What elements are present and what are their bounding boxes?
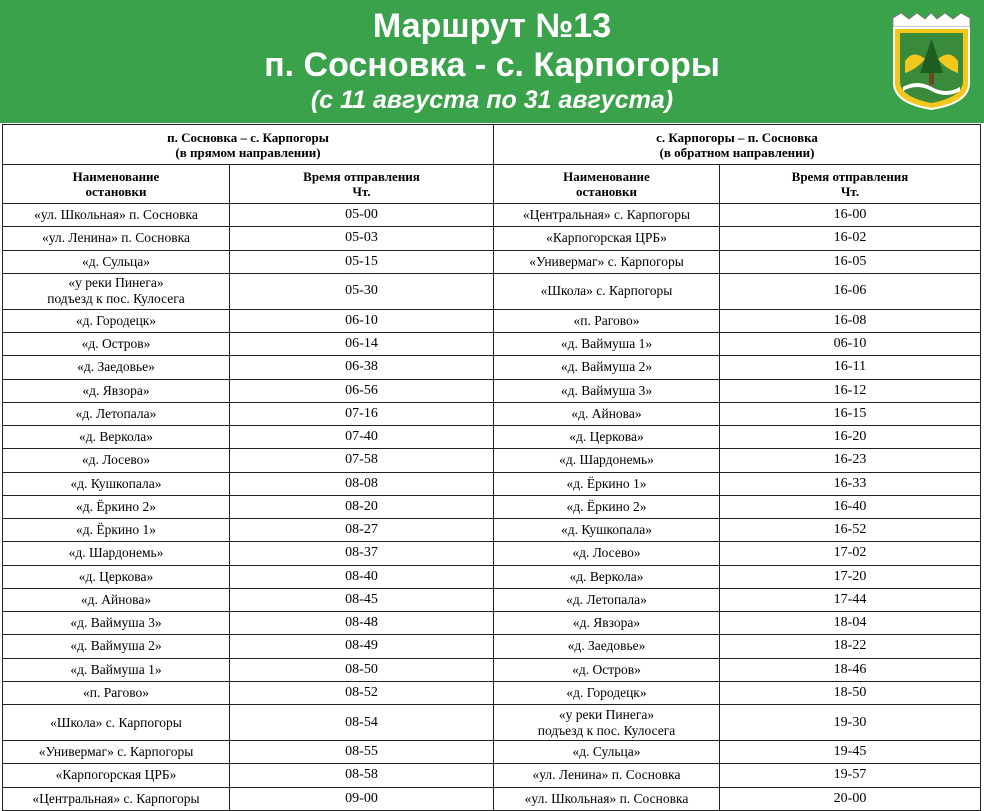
forward-stop-cell xyxy=(3,612,230,635)
stop-name-line: «д. Шардонемь» xyxy=(68,545,164,561)
header-banner xyxy=(0,0,984,123)
forward-stop-cell xyxy=(3,273,230,309)
forward-time-column-header xyxy=(230,165,494,204)
stop-name-line: «Универмаг» с. Карпогоры xyxy=(38,744,194,760)
table-row xyxy=(3,635,981,658)
forward-stop-cell xyxy=(3,250,230,273)
forward-stop-cell xyxy=(3,402,230,425)
table-row xyxy=(3,309,981,332)
stop-name-line: «Карпогорская ЦРБ» xyxy=(546,230,667,246)
forward-time-cell: 08-58 xyxy=(230,764,494,787)
stop-name-line: «д. Летопала» xyxy=(566,591,647,607)
reverse-time-cell: 18-22 xyxy=(720,635,981,658)
reverse-time-cell: 06-10 xyxy=(720,333,981,356)
reverse-time-cell: 19-57 xyxy=(720,764,981,787)
table-row xyxy=(3,495,981,518)
forward-stop-cell xyxy=(3,227,230,250)
forward-stop-cell xyxy=(3,426,230,449)
reverse-stop-cell xyxy=(494,519,720,542)
forward-stop-cell xyxy=(3,379,230,402)
reverse-stop-cell xyxy=(494,741,720,764)
reverse-time-cell: 16-06 xyxy=(720,273,981,309)
forward-time-cell: 05-30 xyxy=(230,273,494,309)
forward-time-cell: 06-10 xyxy=(230,309,494,332)
route-period: (с 11 августа по 31 августа) xyxy=(310,86,674,114)
forward-stop-cell xyxy=(3,588,230,611)
table-row xyxy=(3,658,981,681)
forward-time-cell: 06-14 xyxy=(230,333,494,356)
reverse-stop-cell xyxy=(494,333,720,356)
stop-name-line: «д. Остров» xyxy=(572,661,641,677)
stop-name-line: «д. Ваймуша 1» xyxy=(560,336,653,352)
table-row xyxy=(3,612,981,635)
table-row xyxy=(3,356,981,379)
forward-time-cell: 08-08 xyxy=(230,472,494,495)
reverse-time-cell: 18-50 xyxy=(720,681,981,704)
table-row xyxy=(3,542,981,565)
forward-stop-cell xyxy=(3,681,230,704)
reverse-time-cell: 16-15 xyxy=(720,402,981,425)
stop-name-line: «д. Айнова» xyxy=(80,591,152,607)
table-row xyxy=(3,379,981,402)
stop-name-line: «д. Лосево» xyxy=(81,452,151,468)
stop-name-line: «д. Кушкопала» xyxy=(70,475,162,491)
reverse-time-cell: 16-33 xyxy=(720,472,981,495)
forward-stop-cell xyxy=(3,542,230,565)
forward-time-cell: 08-37 xyxy=(230,542,494,565)
stop-name-line: подъезд к пос. Кулосега xyxy=(537,722,676,738)
reverse-stop-cell xyxy=(494,658,720,681)
reverse-time-cell: 16-08 xyxy=(720,309,981,332)
stop-name-line: «п. Рагово» xyxy=(573,312,640,328)
forward-stop-cell xyxy=(3,204,230,227)
reverse-time-column-header xyxy=(720,165,981,204)
forward-time-cell: 08-55 xyxy=(230,741,494,764)
reverse-time-cell: 16-02 xyxy=(720,227,981,250)
reverse-direction-subtitle: (в обратном направлении) xyxy=(659,144,815,160)
reverse-time-cell: 16-12 xyxy=(720,379,981,402)
reverse-stop-cell xyxy=(494,764,720,787)
stop-name-line: «д. Ёркино 2» xyxy=(566,498,647,514)
forward-time-cell: 07-40 xyxy=(230,426,494,449)
reverse-stop-cell xyxy=(494,681,720,704)
reverse-time-cell: 19-45 xyxy=(720,741,981,764)
page-title: Маршрут №13 xyxy=(372,7,612,45)
forward-time-cell: 08-45 xyxy=(230,588,494,611)
forward-time-cell: 05-00 xyxy=(230,204,494,227)
forward-time-cell: 08-52 xyxy=(230,681,494,704)
reverse-stop-cell xyxy=(494,612,720,635)
table-row xyxy=(3,741,981,764)
forward-stop-cell xyxy=(3,658,230,681)
stop-name-line: «д. Веркола» xyxy=(569,568,644,584)
forward-direction-subtitle: (в прямом направлении) xyxy=(175,144,321,160)
stop-name-line: «Центральная» с. Карпогоры xyxy=(522,207,691,223)
reverse-time-cell: 16-52 xyxy=(720,519,981,542)
stop-name-line: подъезд к пос. Кулосега xyxy=(47,291,185,307)
forward-stop-cell xyxy=(3,741,230,764)
stop-name-line: «ул. Ленина» п. Сосновка xyxy=(532,767,681,783)
reverse-stop-cell xyxy=(494,705,720,741)
forward-stop-cell xyxy=(3,449,230,472)
stop-name-line: «д. Церкова» xyxy=(78,568,154,584)
reverse-stop-cell xyxy=(494,565,720,588)
stop-name-line: «ул. Школьная» п. Сосновка xyxy=(34,207,198,223)
table-row xyxy=(3,681,981,704)
stop-name-line: «д. Веркола» xyxy=(78,429,154,445)
forward-stop-cell xyxy=(3,705,230,741)
reverse-time-cell: 17-02 xyxy=(720,542,981,565)
stop-name-line: «д. Городецк» xyxy=(566,684,647,700)
reverse-time-cell: 17-20 xyxy=(720,565,981,588)
forward-time-cell: 05-15 xyxy=(230,250,494,273)
forward-stop-cell xyxy=(3,519,230,542)
stop-name-line: «д. Ваймуша 3» xyxy=(70,615,162,631)
table-row xyxy=(3,519,981,542)
table-row xyxy=(3,426,981,449)
column-header-line: Время отправления xyxy=(791,169,909,184)
stop-name-line: «д. Церкова» xyxy=(569,429,644,445)
reverse-stop-column-header xyxy=(494,165,720,204)
reverse-stop-cell xyxy=(494,356,720,379)
forward-stop-cell xyxy=(3,309,230,332)
forward-direction-header xyxy=(3,125,494,165)
forward-stop-cell xyxy=(3,495,230,518)
stop-name-line: «д. Явзора» xyxy=(82,382,150,398)
stop-name-line: «Карпогорская ЦРБ» xyxy=(55,767,177,783)
stop-name-line: «д. Заедовье» xyxy=(567,638,646,654)
forward-time-cell: 08-50 xyxy=(230,658,494,681)
table-row xyxy=(3,472,981,495)
stop-name-line: «Универмаг» с. Карпогоры xyxy=(529,253,684,269)
reverse-stop-cell xyxy=(494,227,720,250)
forward-time-cell: 08-40 xyxy=(230,565,494,588)
stop-name-line: «д. Сульца» xyxy=(81,253,151,269)
stop-name-line: «д. Ваймуша 1» xyxy=(70,661,162,677)
forward-time-cell: 07-58 xyxy=(230,449,494,472)
table-row xyxy=(3,449,981,472)
stop-name-line: «д. Ёркино 2» xyxy=(76,498,156,514)
direction-header-row xyxy=(3,125,981,165)
reverse-time-cell: 17-44 xyxy=(720,588,981,611)
forward-stop-cell xyxy=(3,787,230,810)
schedule-rows xyxy=(3,204,981,811)
reverse-time-cell: 20-00 xyxy=(720,787,981,810)
table-row xyxy=(3,250,981,273)
stop-name-line: «д. Остров» xyxy=(81,336,151,352)
stop-name-line: «д. Ваймуша 2» xyxy=(70,638,162,654)
column-header-line: Чт. xyxy=(840,184,860,199)
reverse-stop-cell xyxy=(494,449,720,472)
column-header-line: Чт. xyxy=(352,184,371,199)
reverse-stop-cell xyxy=(494,250,720,273)
reverse-stop-cell xyxy=(494,635,720,658)
reverse-stop-cell xyxy=(494,787,720,810)
forward-time-cell: 07-16 xyxy=(230,402,494,425)
reverse-stop-cell xyxy=(494,588,720,611)
reverse-stop-cell xyxy=(494,472,720,495)
column-header-row xyxy=(3,165,981,204)
reverse-stop-cell xyxy=(494,495,720,518)
stop-name-line: «ул. Школьная» п. Сосновка xyxy=(524,790,689,806)
table-row xyxy=(3,273,981,309)
forward-stop-cell xyxy=(3,565,230,588)
stop-name-line: «у реки Пинега» xyxy=(558,706,655,722)
forward-time-cell: 08-27 xyxy=(230,519,494,542)
reverse-stop-cell xyxy=(494,402,720,425)
reverse-time-cell: 16-40 xyxy=(720,495,981,518)
stop-name-line: «Центральная» с. Карпогоры xyxy=(32,790,200,806)
table-row xyxy=(3,565,981,588)
stop-name-line: «д. Айнова» xyxy=(571,405,642,421)
forward-time-cell: 06-56 xyxy=(230,379,494,402)
forward-time-cell: 08-54 xyxy=(230,705,494,741)
column-header-line: Время отправления xyxy=(303,169,420,184)
stop-name-line: «д. Явзора» xyxy=(572,615,641,631)
table-row xyxy=(3,588,981,611)
table-row xyxy=(3,333,981,356)
reverse-time-cell: 16-00 xyxy=(720,204,981,227)
stop-name-line: «д. Лосево» xyxy=(572,545,641,561)
column-header-line: остановки xyxy=(576,184,637,199)
column-header-line: остановки xyxy=(85,184,147,199)
stop-name-line: «у реки Пинега» xyxy=(68,275,164,291)
forward-direction-title: п. Сосновка – с. Карпогоры xyxy=(167,129,329,145)
forward-stop-column-header xyxy=(3,165,230,204)
forward-time-cell: 06-38 xyxy=(230,356,494,379)
table-row xyxy=(3,764,981,787)
forward-stop-cell xyxy=(3,356,230,379)
reverse-direction-header xyxy=(494,125,981,165)
stop-name-line: «д. Ёркино 1» xyxy=(566,475,647,491)
route-name: п. Сосновка - с. Карпогоры xyxy=(264,46,720,84)
stop-name-line: «п. Рагово» xyxy=(83,684,149,700)
stop-name-line: «д. Кушкопала» xyxy=(561,522,652,538)
stop-name-line: «д. Городецк» xyxy=(75,312,157,328)
schedule-table xyxy=(2,124,981,811)
forward-stop-cell xyxy=(3,764,230,787)
reverse-time-cell: 18-46 xyxy=(720,658,981,681)
forward-time-cell: 09-00 xyxy=(230,787,494,810)
forward-time-cell: 08-48 xyxy=(230,612,494,635)
reverse-time-cell: 16-05 xyxy=(720,250,981,273)
reverse-time-cell: 16-23 xyxy=(720,449,981,472)
stop-name-line: «д. Ёркино 1» xyxy=(76,522,156,538)
reverse-time-cell: 16-11 xyxy=(720,356,981,379)
forward-time-cell: 05-03 xyxy=(230,227,494,250)
reverse-stop-cell xyxy=(494,204,720,227)
forward-stop-cell xyxy=(3,635,230,658)
reverse-time-cell: 19-30 xyxy=(720,705,981,741)
reverse-stop-cell xyxy=(494,542,720,565)
reverse-direction-title: с. Карпогоры – п. Сосновка xyxy=(656,129,818,145)
table-row xyxy=(3,787,981,810)
stop-name-line: «Школа» с. Карпогоры xyxy=(50,714,182,730)
stop-name-line: «д. Летопала» xyxy=(75,405,157,421)
stop-name-line: «д. Шардонемь» xyxy=(559,452,654,468)
reverse-stop-cell xyxy=(494,309,720,332)
stop-name-line: «ул. Ленина» п. Сосновка xyxy=(42,230,190,246)
reverse-stop-cell xyxy=(494,273,720,309)
reverse-stop-cell xyxy=(494,426,720,449)
forward-time-cell: 08-49 xyxy=(230,635,494,658)
stop-name-line: «д. Ваймуша 2» xyxy=(560,359,653,375)
forward-stop-cell xyxy=(3,333,230,356)
reverse-time-cell: 16-20 xyxy=(720,426,981,449)
reverse-stop-cell xyxy=(494,379,720,402)
table-row xyxy=(3,204,981,227)
table-row xyxy=(3,227,981,250)
stop-name-line: «Школа» с. Карпогоры xyxy=(540,283,673,299)
district-coat-of-arms-icon xyxy=(891,13,972,110)
table-row xyxy=(3,402,981,425)
stop-name-line: «д. Ваймуша 3» xyxy=(560,382,653,398)
column-header-line: Наименование xyxy=(563,169,650,184)
forward-time-cell: 08-20 xyxy=(230,495,494,518)
stop-name-line: «д. Заедовье» xyxy=(77,359,155,375)
stop-name-line: «д. Сульца» xyxy=(572,744,641,760)
reverse-time-cell: 18-04 xyxy=(720,612,981,635)
forward-stop-cell xyxy=(3,472,230,495)
table-row xyxy=(3,705,981,741)
column-header-line: Наименование xyxy=(72,169,160,184)
